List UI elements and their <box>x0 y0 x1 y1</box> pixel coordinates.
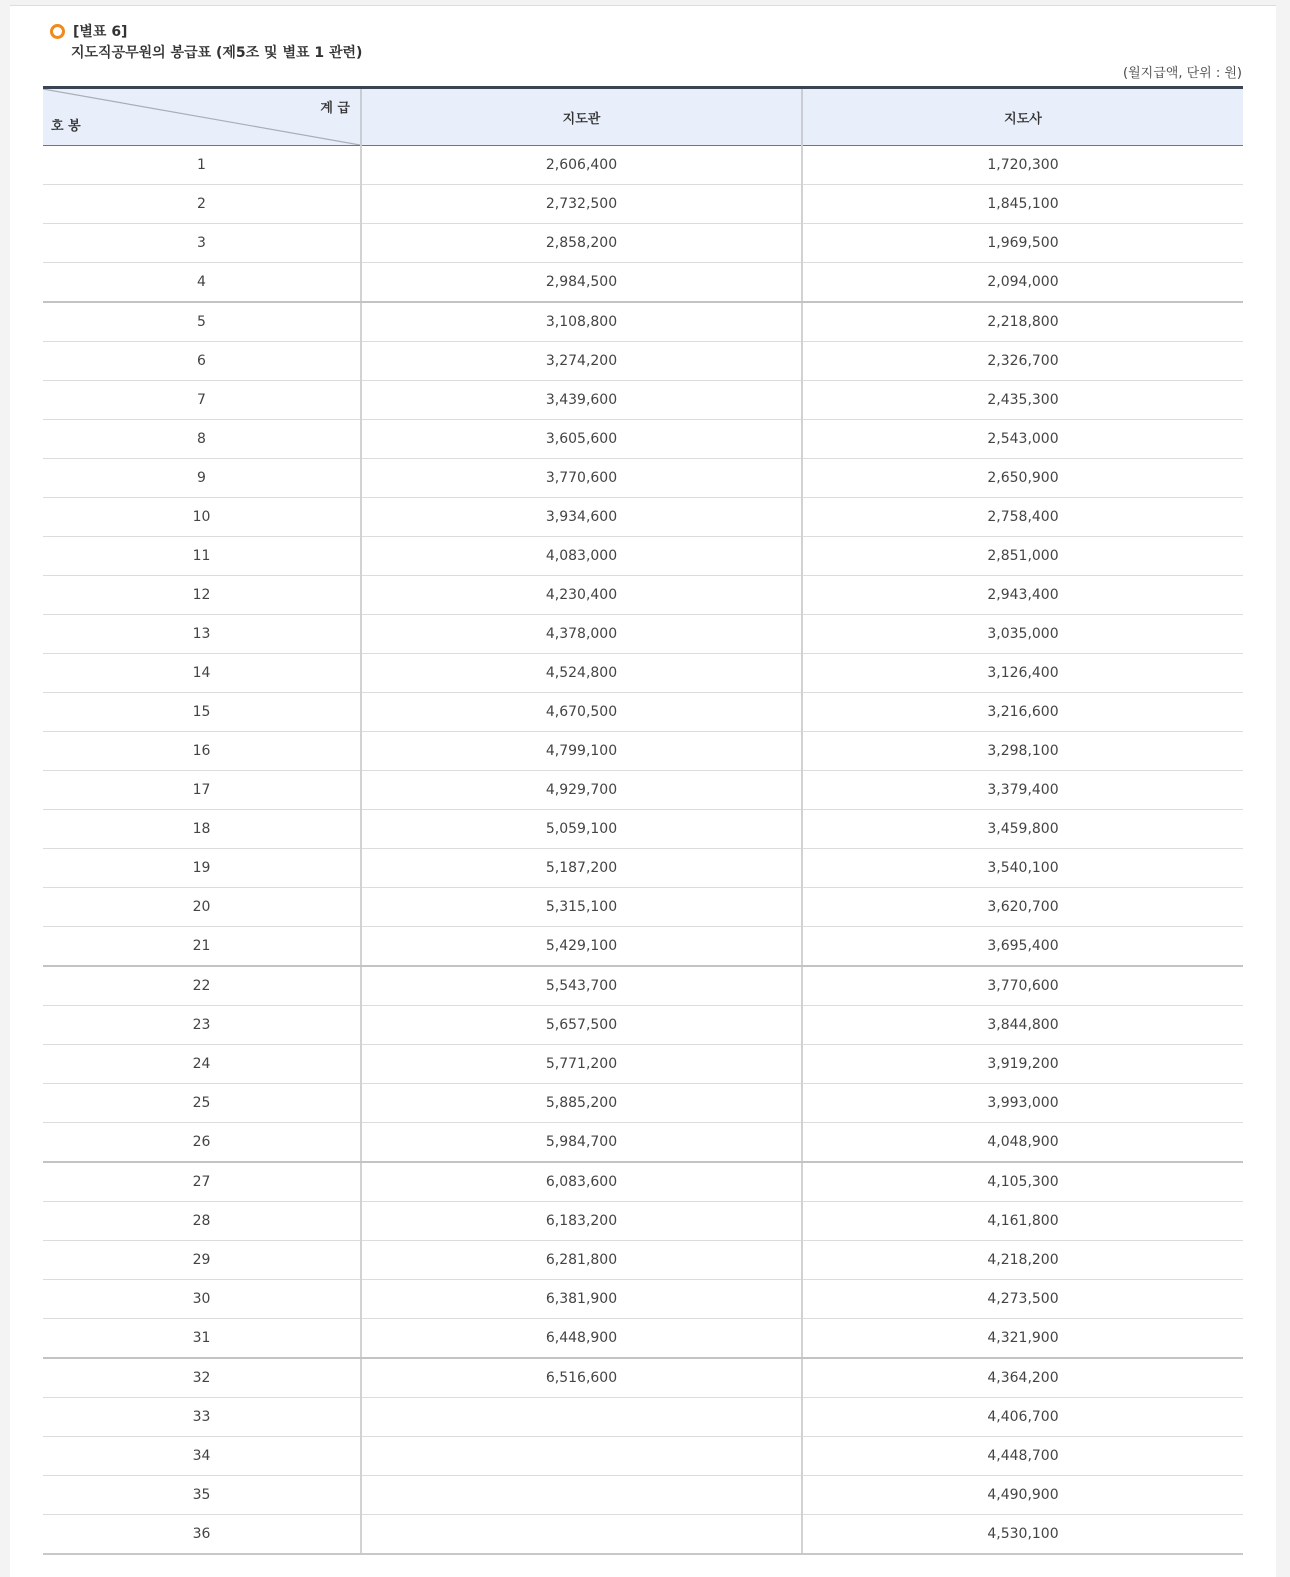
jidogwan-salary-cell: 5,885,200 <box>361 1084 802 1123</box>
jidosa-salary-cell: 3,298,100 <box>802 732 1243 771</box>
step-cell: 20 <box>43 888 361 927</box>
jidogwan-salary-cell: 2,732,500 <box>361 185 802 224</box>
jidosa-salary-cell: 3,459,800 <box>802 810 1243 849</box>
jidosa-salary-cell: 3,035,000 <box>802 615 1243 654</box>
step-cell: 30 <box>43 1280 361 1319</box>
step-cell: 33 <box>43 1398 361 1437</box>
step-cell: 21 <box>43 927 361 967</box>
table-row <box>43 342 1243 381</box>
step-cell: 3 <box>43 224 361 263</box>
step-cell: 28 <box>43 1202 361 1241</box>
jidosa-salary-cell: 3,540,100 <box>802 849 1243 888</box>
bullet-icon <box>50 24 65 39</box>
step-cell: 18 <box>43 810 361 849</box>
step-cell: 9 <box>43 459 361 498</box>
step-cell: 2 <box>43 185 361 224</box>
jidosa-salary-cell: 2,094,000 <box>802 263 1243 303</box>
jidogwan-salary-cell: 5,771,200 <box>361 1045 802 1084</box>
jidosa-salary-cell: 3,770,600 <box>802 966 1243 1006</box>
jidosa-salary-cell: 2,650,900 <box>802 459 1243 498</box>
jidogwan-salary-cell: 5,984,700 <box>361 1123 802 1163</box>
salary-table <box>43 86 1243 1555</box>
step-cell: 24 <box>43 1045 361 1084</box>
table-row <box>43 1045 1243 1084</box>
jidosa-salary-cell: 4,048,900 <box>802 1123 1243 1163</box>
jidogwan-salary-cell: 6,183,200 <box>361 1202 802 1241</box>
step-cell: 4 <box>43 263 361 303</box>
jidosa-salary-cell: 4,406,700 <box>802 1398 1243 1437</box>
table-row <box>43 498 1243 537</box>
table-row <box>43 1084 1243 1123</box>
table-row <box>43 693 1243 732</box>
jidogwan-salary-cell: 4,670,500 <box>361 693 802 732</box>
jidosa-salary-cell: 3,620,700 <box>802 888 1243 927</box>
jidosa-salary-cell: 4,448,700 <box>802 1437 1243 1476</box>
jidosa-salary-cell: 3,126,400 <box>802 654 1243 693</box>
jidosa-salary-cell: 4,321,900 <box>802 1319 1243 1359</box>
jidogwan-salary-cell: 4,929,700 <box>361 771 802 810</box>
step-cell: 27 <box>43 1162 361 1202</box>
jidogwan-salary-cell: 3,934,600 <box>361 498 802 537</box>
step-cell: 32 <box>43 1358 361 1398</box>
step-cell: 35 <box>43 1476 361 1515</box>
jidosa-salary-cell: 1,969,500 <box>802 224 1243 263</box>
jidosa-salary-cell: 4,218,200 <box>802 1241 1243 1280</box>
table-row <box>43 381 1243 420</box>
table-row <box>43 1202 1243 1241</box>
jidosa-salary-cell: 2,326,700 <box>802 342 1243 381</box>
step-cell: 7 <box>43 381 361 420</box>
jidosa-salary-cell: 2,758,400 <box>802 498 1243 537</box>
jidosa-salary-cell: 4,161,800 <box>802 1202 1243 1241</box>
jidogwan-salary-cell: 3,108,800 <box>361 302 802 342</box>
table-row <box>43 1515 1243 1555</box>
jidogwan-salary-cell: 5,543,700 <box>361 966 802 1006</box>
table-row <box>43 1319 1243 1359</box>
column-header-jidogwan: 지도관 <box>361 88 802 146</box>
step-cell: 26 <box>43 1123 361 1163</box>
jidogwan-salary-cell: 5,059,100 <box>361 810 802 849</box>
table-row <box>43 1358 1243 1398</box>
table-row <box>43 263 1243 303</box>
jidogwan-salary-cell <box>361 1437 802 1476</box>
step-label: 호 봉 <box>51 119 81 134</box>
step-cell: 11 <box>43 537 361 576</box>
grade-label: 계 급 <box>320 101 350 116</box>
jidogwan-salary-cell: 4,524,800 <box>361 654 802 693</box>
table-row <box>43 654 1243 693</box>
column-header-jidosa: 지도사 <box>802 88 1243 146</box>
jidogwan-salary-cell <box>361 1515 802 1555</box>
jidogwan-salary-cell: 3,439,600 <box>361 381 802 420</box>
diagonal-header-cell <box>43 88 361 146</box>
step-cell: 22 <box>43 966 361 1006</box>
jidosa-salary-cell: 3,379,400 <box>802 771 1243 810</box>
jidosa-salary-cell: 3,919,200 <box>802 1045 1243 1084</box>
jidogwan-salary-cell: 4,378,000 <box>361 615 802 654</box>
jidosa-salary-cell: 4,105,300 <box>802 1162 1243 1202</box>
table-row <box>43 302 1243 342</box>
table-label: [별표 6] <box>73 24 128 40</box>
step-cell: 6 <box>43 342 361 381</box>
table-row <box>43 1241 1243 1280</box>
table-row <box>43 1398 1243 1437</box>
jidosa-salary-cell: 2,543,000 <box>802 420 1243 459</box>
jidosa-salary-cell: 4,530,100 <box>802 1515 1243 1555</box>
jidosa-salary-cell: 2,435,300 <box>802 381 1243 420</box>
step-cell: 12 <box>43 576 361 615</box>
step-cell: 29 <box>43 1241 361 1280</box>
jidogwan-salary-cell: 5,315,100 <box>361 888 802 927</box>
table-row <box>43 420 1243 459</box>
table-row <box>43 1437 1243 1476</box>
table-row <box>43 615 1243 654</box>
jidosa-salary-cell: 2,218,800 <box>802 302 1243 342</box>
jidogwan-salary-cell: 5,187,200 <box>361 849 802 888</box>
jidogwan-salary-cell <box>361 1476 802 1515</box>
jidogwan-salary-cell: 2,606,400 <box>361 146 802 185</box>
header-row <box>43 88 1243 146</box>
table-row <box>43 1476 1243 1515</box>
table-row <box>43 224 1243 263</box>
step-cell: 15 <box>43 693 361 732</box>
jidogwan-salary-cell: 6,448,900 <box>361 1319 802 1359</box>
table-body <box>43 146 1243 1555</box>
jidogwan-salary-cell: 6,381,900 <box>361 1280 802 1319</box>
step-cell: 14 <box>43 654 361 693</box>
table-row <box>43 888 1243 927</box>
table-row <box>43 185 1243 224</box>
table-heading <box>50 21 127 41</box>
jidosa-salary-cell: 3,695,400 <box>802 927 1243 967</box>
jidogwan-salary-cell: 3,770,600 <box>361 459 802 498</box>
step-cell: 34 <box>43 1437 361 1476</box>
diagonal-line <box>43 89 360 145</box>
table-row <box>43 810 1243 849</box>
table-row <box>43 1162 1243 1202</box>
jidosa-salary-cell: 3,993,000 <box>802 1084 1243 1123</box>
table-title: 지도직공무원의 봉급표 (제5조 및 별표 1 관련) <box>71 45 363 61</box>
step-cell: 13 <box>43 615 361 654</box>
step-cell: 31 <box>43 1319 361 1359</box>
jidosa-salary-cell: 3,216,600 <box>802 693 1243 732</box>
table-row <box>43 537 1243 576</box>
table-row <box>43 1006 1243 1045</box>
jidogwan-salary-cell: 5,429,100 <box>361 927 802 967</box>
jidogwan-salary-cell: 3,274,200 <box>361 342 802 381</box>
jidosa-salary-cell: 3,844,800 <box>802 1006 1243 1045</box>
step-cell: 16 <box>43 732 361 771</box>
table-row <box>43 1123 1243 1163</box>
jidogwan-salary-cell: 5,657,500 <box>361 1006 802 1045</box>
jidosa-salary-cell: 4,364,200 <box>802 1358 1243 1398</box>
table-row <box>43 732 1243 771</box>
jidogwan-salary-cell <box>361 1398 802 1437</box>
table-row <box>43 927 1243 967</box>
jidosa-salary-cell: 1,720,300 <box>802 146 1243 185</box>
step-cell: 8 <box>43 420 361 459</box>
jidogwan-salary-cell: 6,281,800 <box>361 1241 802 1280</box>
step-cell: 23 <box>43 1006 361 1045</box>
table-row <box>43 146 1243 185</box>
jidosa-salary-cell: 1,845,100 <box>802 185 1243 224</box>
table-row <box>43 966 1243 1006</box>
unit-note: (월지급액, 단위 : 원) <box>1123 66 1242 81</box>
jidogwan-salary-cell: 4,230,400 <box>361 576 802 615</box>
jidogwan-salary-cell: 2,858,200 <box>361 224 802 263</box>
jidosa-salary-cell: 4,490,900 <box>802 1476 1243 1515</box>
table-row <box>43 849 1243 888</box>
jidogwan-salary-cell: 4,799,100 <box>361 732 802 771</box>
step-cell: 1 <box>43 146 361 185</box>
jidogwan-salary-cell: 4,083,000 <box>361 537 802 576</box>
step-cell: 5 <box>43 302 361 342</box>
jidogwan-salary-cell: 2,984,500 <box>361 263 802 303</box>
jidosa-salary-cell: 2,943,400 <box>802 576 1243 615</box>
table-row <box>43 1280 1243 1319</box>
step-cell: 17 <box>43 771 361 810</box>
jidogwan-salary-cell: 6,516,600 <box>361 1358 802 1398</box>
step-cell: 10 <box>43 498 361 537</box>
table-row <box>43 459 1243 498</box>
jidosa-salary-cell: 4,273,500 <box>802 1280 1243 1319</box>
step-cell: 36 <box>43 1515 361 1555</box>
jidosa-salary-cell: 2,851,000 <box>802 537 1243 576</box>
jidogwan-salary-cell: 6,083,600 <box>361 1162 802 1202</box>
step-cell: 19 <box>43 849 361 888</box>
table-row <box>43 576 1243 615</box>
table-row <box>43 771 1243 810</box>
jidogwan-salary-cell: 3,605,600 <box>361 420 802 459</box>
step-cell: 25 <box>43 1084 361 1123</box>
